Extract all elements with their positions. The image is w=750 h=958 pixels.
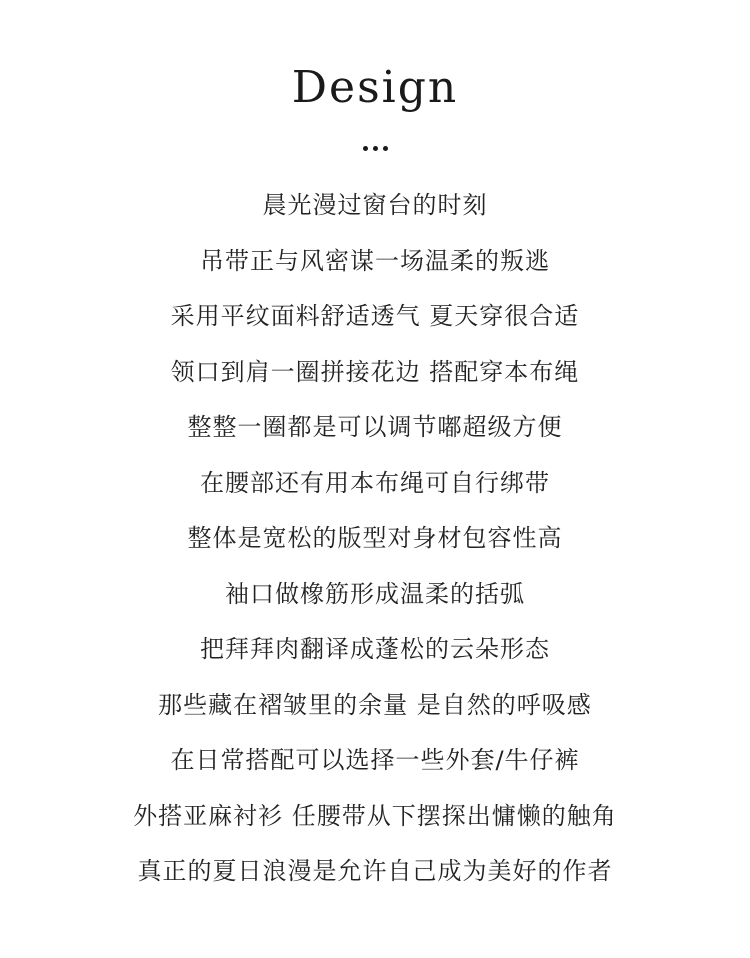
description-line: 外搭亚麻衬衫 任腰带从下摆探出慵懒的触角 [133,801,617,830]
description-line: 晨光漫过窗台的时刻 [262,191,488,219]
description-line: 把拜拜肉翻译成蓬松的云朵形态 [200,635,550,663]
description-line: 整整一圈都是可以调节嘟超级方便 [187,413,563,441]
description-line: 吊带正与风密谋一场温柔的叛逃 [200,246,550,275]
dot [383,146,388,151]
dot [373,146,378,151]
dot [363,146,368,151]
description-line: 在日常搭配可以选择一些外套/牛仔裤 [170,746,580,774]
description-lines [0,185,750,907]
description-line: 袖口做橡筋形成温柔的括弧 [225,579,525,608]
description-line: 整体是宽松的版型对身材包容性高 [187,524,563,552]
description-line: 真正的夏日浪漫是允许自己成为美好的作者 [137,857,613,885]
section-title: Design [291,62,459,113]
description-line: 采用平纹面料舒适透气 夏天穿很合适 [170,302,580,330]
ellipsis-dots-icon [0,146,750,151]
description-line: 在腰部还有用本布绳可自行绑带 [200,468,550,497]
description-line: 领口到肩一圈拼接花边 搭配穿本布绳 [170,357,580,386]
description-line: 那些藏在褶皱里的余量 是自然的呼吸感 [158,690,592,719]
